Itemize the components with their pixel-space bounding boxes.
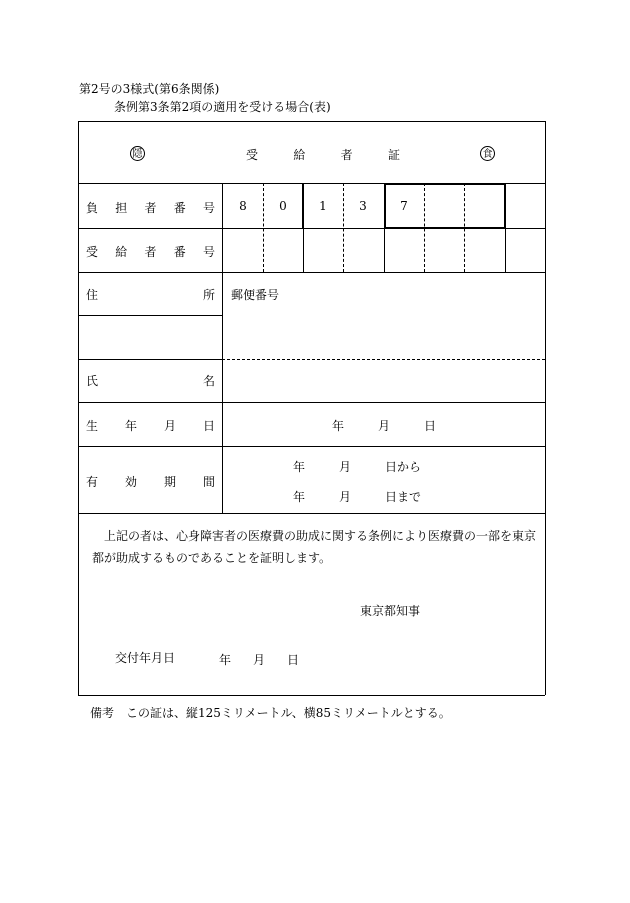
form-number: 第2号の3様式(第6条関係) <box>79 82 220 96</box>
address-label-right: 所 <box>203 288 216 302</box>
name-label-left: 氏 <box>86 374 99 388</box>
burden-digit: 3 <box>359 199 367 213</box>
right-mark-icon: 食 <box>480 146 495 161</box>
burden-digit: 7 <box>400 199 408 213</box>
burden-digit: 1 <box>319 199 327 213</box>
valid-from: 年 月 日から <box>293 460 421 474</box>
issue-date-label: 交付年月日 <box>115 651 176 665</box>
note: 備考 この証は、縦125ミリメートル、横85ミリメートルとする。 <box>90 706 451 720</box>
address-label-left: 住 <box>86 288 99 302</box>
burden-digit: 8 <box>239 199 247 213</box>
recipient-number-label: 受 給 者 番 号 <box>86 245 215 259</box>
valid-period-label: 有 効 期 間 <box>86 475 215 489</box>
burden-number-label: 負 担 者 番 号 <box>86 201 215 215</box>
statement-line-1: 上記の者は、心身障害者の医療費の助成に関する条例により医療費の一部を東京 <box>104 529 537 543</box>
birth-date-label: 生 年 月 日 <box>86 419 215 433</box>
left-mark-icon: 隠 <box>130 146 145 161</box>
issue-date-value: 年 月 日 <box>219 653 299 667</box>
name-label-right: 名 <box>203 374 216 388</box>
postal-code-label: 郵便番号 <box>231 288 280 302</box>
statement-line-2: 都が助成するものであることを証明します。 <box>92 551 332 565</box>
issuer: 東京都知事 <box>360 604 421 618</box>
birth-date-value: 年 月 日 <box>332 419 436 433</box>
valid-until: 年 月 日まで <box>293 490 421 504</box>
card-title: 受 給 者 証 <box>246 148 400 162</box>
burden-digit: 0 <box>279 199 287 213</box>
form-subtitle: 条例第3条第2項の適用を受ける場合(表) <box>114 100 331 114</box>
